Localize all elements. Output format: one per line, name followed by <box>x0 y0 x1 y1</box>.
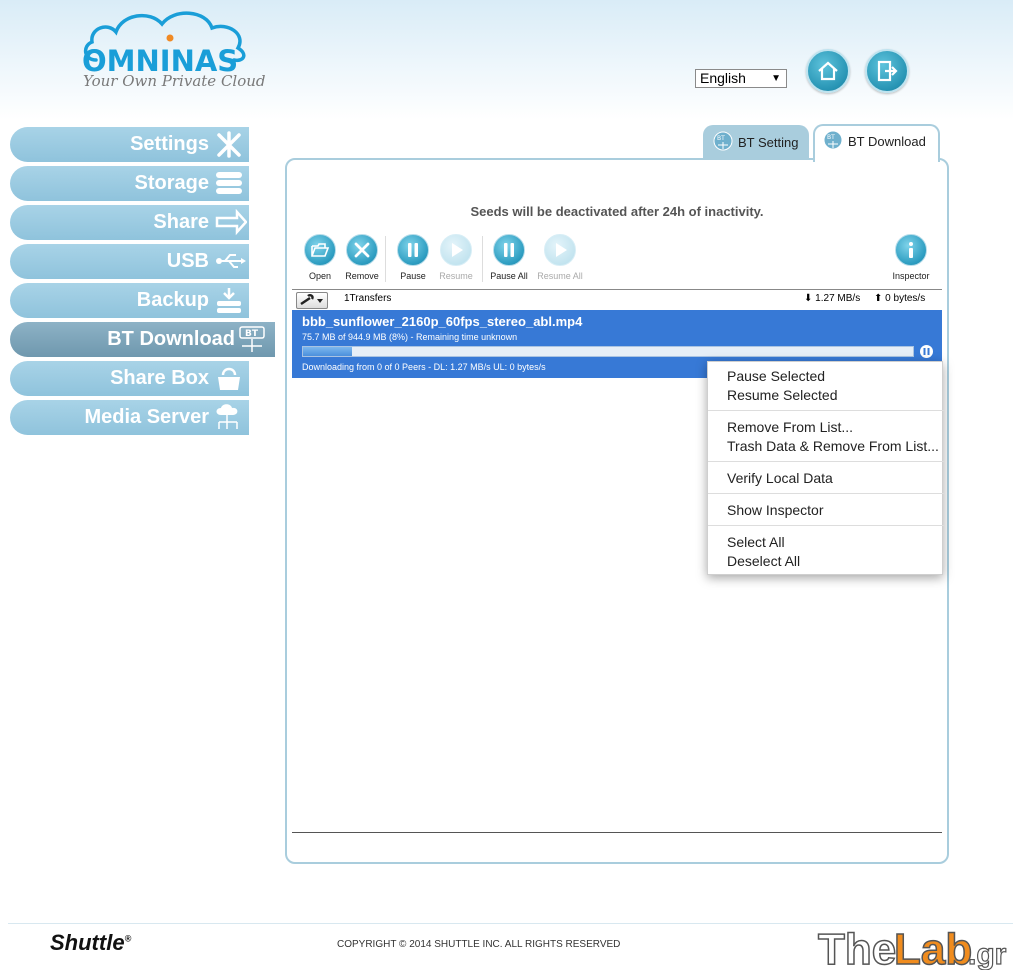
storage-icon <box>215 170 243 197</box>
tab-label: BT Setting <box>738 135 799 150</box>
menu-verify-local-data[interactable]: Verify Local Data <box>727 470 833 486</box>
torrent-name: bbb_sunflower_2160p_60fps_stereo_abl.mp4 <box>302 314 583 329</box>
sidebar-item-share[interactable] <box>10 205 249 240</box>
svg-text:Lab: Lab <box>894 925 973 970</box>
transfer-list-header <box>292 289 942 310</box>
menu-deselect-all[interactable]: Deselect All <box>727 553 801 569</box>
remove-label: Remove <box>345 271 379 281</box>
settings-menu-button[interactable] <box>296 292 328 309</box>
language-value: English <box>700 70 746 86</box>
menu-show-inspector[interactable]: Show Inspector <box>727 502 824 518</box>
logo-text: OMNINAS <box>82 44 239 78</box>
sidebar-item-settings[interactable] <box>10 127 249 162</box>
menu-divider <box>708 493 944 494</box>
sidebar-item-bt-download[interactable] <box>10 322 275 357</box>
bt-icon <box>237 326 267 353</box>
logout-button[interactable] <box>865 49 909 93</box>
menu-select-all[interactable]: Select All <box>727 534 785 550</box>
tab-bt-download[interactable] <box>813 124 940 162</box>
logout-icon <box>875 59 899 83</box>
sidebar-item-label: Backup <box>136 289 209 311</box>
resume-label: Resume <box>439 271 473 281</box>
inspector-label: Inspector <box>892 271 930 281</box>
home-button[interactable] <box>806 49 850 93</box>
context-menu <box>707 361 943 575</box>
wrench-icon <box>297 293 327 308</box>
menu-divider <box>708 410 944 411</box>
usb-icon <box>215 248 247 275</box>
copyright-text: COPYRIGHT © 2014 SHUTTLE INC. ALL RIGHTS RESERVED <box>337 939 621 950</box>
resume-all-label: Resume All <box>537 271 583 281</box>
pause-icon <box>499 240 519 260</box>
play-icon <box>550 240 570 260</box>
sidebar-item-label: Share <box>153 211 209 233</box>
svg-text:BT: BT <box>245 329 258 339</box>
tab-bt-setting[interactable] <box>703 125 809 159</box>
menu-pause-selected[interactable]: Pause Selected <box>727 368 826 384</box>
tools-icon <box>215 131 243 158</box>
torrent-progress-text: 75.7 MB of 944.9 MB (8%) - Remaining time unknown <box>302 332 518 342</box>
logo-tagline: Your Own Private Cloud <box>83 72 266 90</box>
upload-speed <box>874 293 925 304</box>
bt-icon <box>823 130 843 150</box>
home-icon <box>816 59 840 83</box>
omninas-logo[interactable] <box>78 8 266 93</box>
thelab-watermark-logo <box>816 920 1012 970</box>
upload-speed-value: 0 bytes/s <box>885 293 926 304</box>
progress-fill <box>303 347 352 356</box>
menu-divider <box>708 461 944 462</box>
play-icon <box>446 240 466 260</box>
list-footer-divider <box>292 832 942 833</box>
svg-text:.gr: .gr <box>968 938 1007 970</box>
toolbar-divider <box>482 236 483 282</box>
menu-resume-selected[interactable]: Resume Selected <box>727 387 838 403</box>
pause-all-button[interactable] <box>484 234 534 281</box>
menu-divider <box>708 525 944 526</box>
transfers-count: 1Transfers <box>344 293 392 304</box>
sidebar-item-label: USB <box>166 250 209 272</box>
torrent-peers-text: Downloading from 0 of 0 Peers - DL: 1.27 MB/s UL: 0 bytes/s <box>302 362 546 372</box>
download-speed <box>804 293 860 304</box>
bt-icon <box>713 131 733 151</box>
folder-open-icon <box>310 240 330 260</box>
sidebar-item-storage[interactable] <box>10 166 249 201</box>
media-server-icon <box>213 402 243 432</box>
arrow-up-icon: ⬆ <box>874 293 883 304</box>
sidebar-item-media-server[interactable] <box>10 400 249 435</box>
sidebar-item-label: BT Download <box>107 328 235 350</box>
tab-label: BT Download <box>848 134 926 149</box>
arrow-down-icon: ⬇ <box>804 293 813 304</box>
svg-text:BT: BT <box>827 134 835 141</box>
pause-icon <box>403 240 423 260</box>
shuttle-brand: Shuttle <box>50 930 125 955</box>
sidebar-item-label: Storage <box>134 172 209 194</box>
row-pause-button[interactable] <box>920 345 933 358</box>
progress-bar <box>302 346 914 357</box>
resume-all-button[interactable] <box>535 234 585 281</box>
language-select[interactable] <box>695 69 787 88</box>
open-label: Open <box>308 271 332 281</box>
inspector-button[interactable] <box>886 234 936 281</box>
remove-button[interactable] <box>337 234 387 281</box>
sidebar-item-label: Media Server <box>84 406 209 428</box>
share-box-icon <box>215 365 243 392</box>
shuttle-logo: Shuttle® <box>50 930 132 955</box>
sidebar-item-backup[interactable] <box>10 283 249 318</box>
sidebar-item-usb[interactable] <box>10 244 249 279</box>
pause-label: Pause <box>400 271 426 281</box>
resume-button[interactable] <box>431 234 481 281</box>
backup-icon <box>215 287 243 314</box>
sidebar <box>10 127 276 439</box>
download-speed-value: 1.27 MB/s <box>815 293 861 304</box>
svg-text:The: The <box>818 925 897 970</box>
sidebar-item-label: Share Box <box>110 367 209 389</box>
info-icon <box>901 240 921 260</box>
menu-trash-and-remove[interactable]: Trash Data & Remove From List... <box>727 438 939 454</box>
svg-text:BT: BT <box>717 135 725 142</box>
sidebar-item-share-box[interactable] <box>10 361 249 396</box>
sidebar-item-label: Settings <box>130 133 209 155</box>
toolbar-divider <box>385 236 386 282</box>
menu-remove-from-list[interactable]: Remove From List... <box>727 419 854 435</box>
seed-notice: Seeds will be deactivated after 24h of inactivity. <box>470 204 764 219</box>
pause-icon <box>920 345 933 358</box>
share-arrow-icon <box>215 209 247 236</box>
chevron-down-icon: ▼ <box>771 73 781 84</box>
close-icon <box>352 240 372 260</box>
pause-all-label: Pause All <box>490 271 528 281</box>
